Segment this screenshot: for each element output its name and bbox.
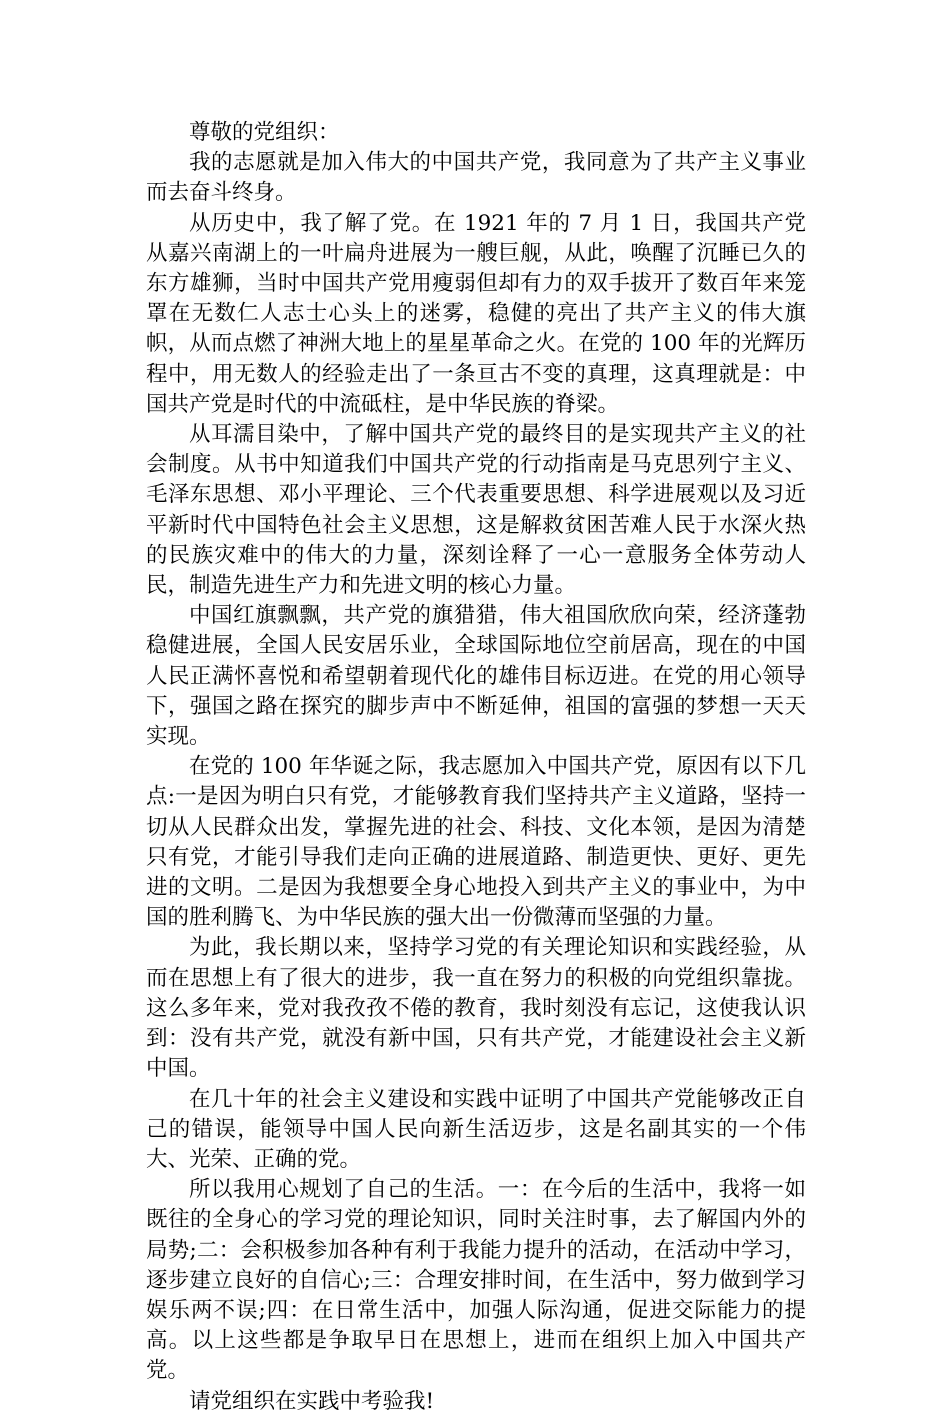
paragraph-3: 从耳濡目染中，了解中国共产党的最终目的是实现共产主义的社会制度。从书中知道我们中国共产党的行动指南是马克思列宁主义、毛泽东思想、邓小平理论、三个代表重要思想、科学进展观以及习近平新时代中国特色社会主义思想，这是解救贫困苦难人民于水深火热的民族灾难中的伟大的力量，深刻诠释了一心一意服务全体劳动人民，制造先进生产力和先进文明的核心力量。 [146, 422, 806, 599]
paragraph-4: 中国红旗飘飘，共产党的旗猎猎，伟大祖国欣欣向荣，经济蓬勃稳健进展，全国人民安居乐业，全球国际地位空前居高，现在的中国人民正满怀喜悦和希望朝着现代化的雄伟目标迈进。在党的用心领导下，强国之路在探究的脚步声中不断延伸，祖国的富强的梦想一天天实现。 [146, 603, 806, 750]
paragraph-7: 在几十年的社会主义建设和实践中证明了中国共产党能够改正自己的错误，能领导中国人民向新生活迈步，这是名副其实的一个伟大、光荣、正确的党。 [146, 1086, 806, 1172]
paragraph-8: 所以我用心规划了自己的生活。一：在今后的生活中，我将一如既往的全身心的学习党的理论知识，同时关注时事，去了解国内外的局势;二：会积极参加各种有利于我能力提升的活动，在活动中学习，逐步建立良好的自信心;三：合理安排时间，在生活中，努力做到学习娱乐两不误;四：在日常生活中，加强人际沟通，促进交际能力的提高。以上这些都是争取早日在思想上，进而在组织上加入中国共产党。 [146, 1177, 806, 1384]
paragraph-6: 为此，我长期以来，坚持学习党的有关理论知识和实践经验，从而在思想上有了很大的进步，我一直在努力的积极的向党组织靠拢。这么多年来，党对我孜孜不倦的教育，我时刻没有忘记，这使我认识到：没有共产党，就没有新中国，只有共产党，才能建设社会主义新中国。 [146, 935, 806, 1082]
closing-request: 请党组织在实践中考验我! [189, 1388, 435, 1414]
letter-body [146, 118, 806, 1417]
paragraph-5: 在党的 100 年华诞之际，我志愿加入中国共产党，原因有以下几点:一是因为明白只有党，才能够教育我们坚持共产主义道路，坚持一切从人民群众出发，掌握先进的社会、科技、文化本领，是因为清楚只有党，才能引导我们走向正确的进展道路、制造更快、更好、更先进的文明。二是因为我想要全身心地投入到共产主义的事业中，为中国的胜利腾飞、为中华民族的强大出一份微薄而坚强的力量。 [146, 754, 806, 931]
paragraph-1: 我的志愿就是加入伟大的中国共产党，我同意为了共产主义事业而去奋斗终身。 [146, 150, 806, 206]
salutation: 尊敬的党组织： [189, 120, 340, 145]
paragraph-2: 从历史中，我了解了党。在 1921 年的 7 月 1 日，我国共产党从嘉兴南湖上的一叶扁舟进展为一艘巨舰，从此，唤醒了沉睡已久的东方雄狮，当时中国共产党用瘦弱但却有力的双手拔开了数百年来笼罩在无数仁人志士心头上的迷雾，稳健的亮出了共产主义的伟大旗帜，从而点燃了神洲大地上的星星革命之火。在党的 100 年的光辉历程中，用无数人的经验走出了一条亘古不变的真理，这真理就是：中国共产党是时代的中流砥柱，是中华民族的脊梁。 [146, 210, 806, 417]
